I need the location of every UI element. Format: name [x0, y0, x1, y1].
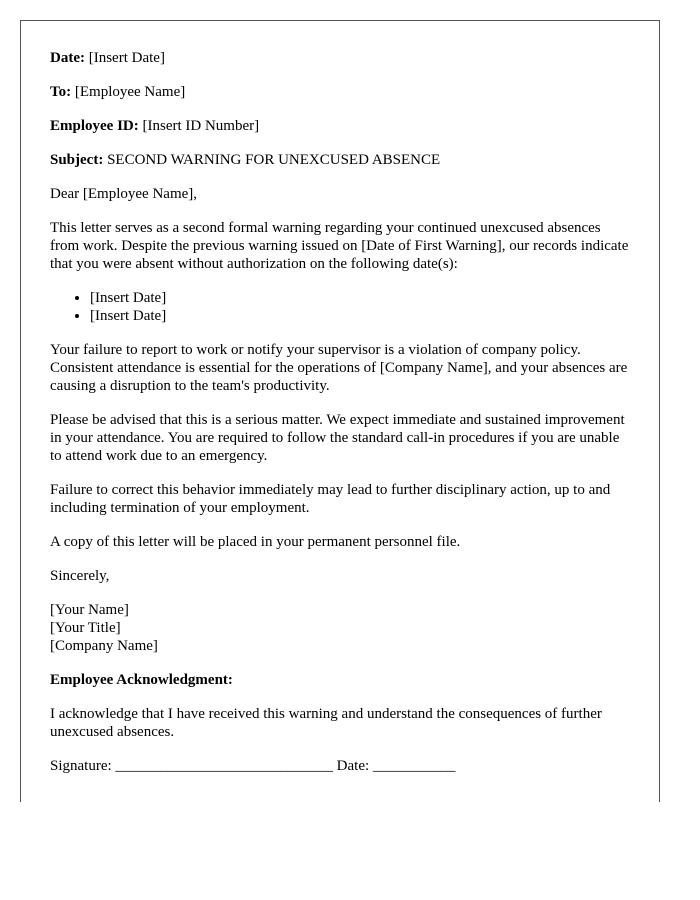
absence-date-item: • [Insert Date]: [90, 289, 630, 307]
date-line: [50, 49, 630, 67]
paragraph-intro: This letter serves as a second formal warning regarding your continued unexcused absences from work. Despite the previous warning issued on [Date of First Warning], our records indicate that you were absent without authorization on the following date(s):: [50, 220, 629, 272]
acknowledgment-statement: I acknowledge that I have received this warning and understand the consequences of further unexcused absences.: [50, 706, 602, 740]
paragraph-policy: Your failure to report to work or notify your supervisor is a violation of company policy. Consistent attendance is essential for the operations of [Company Name], and your absences are causing a disruption to the team's productivity.: [50, 342, 628, 394]
sender-name: [Your Name]: [50, 602, 129, 618]
to-label: To:: [50, 84, 72, 100]
paragraph-serious: Please be advised that this is a serious matter. We expect immediate and sustained improvement in your attendance. You are required to follow the standard call-in procedures if you are unable to attend work due to an emergency.: [50, 412, 625, 464]
absence-date-list: [50, 289, 630, 325]
employee-id-label: Employee ID:: [50, 118, 139, 134]
absence-date-item: • [Insert Date]: [90, 307, 630, 325]
employee-id-line: [50, 117, 630, 135]
subject-value: SECOND WARNING FOR UNEXCUSED ABSENCE: [107, 152, 441, 168]
acknowledgment-heading: Employee Acknowledgment:: [50, 672, 233, 688]
sender-title: [Your Title]: [50, 620, 121, 636]
letter-page: [20, 20, 660, 802]
to-value: [Employee Name]: [74, 84, 186, 100]
date-label: Date:: [50, 50, 85, 66]
salutation: Dear [Employee Name],: [50, 186, 198, 202]
signature-row: [50, 757, 630, 775]
subject-line: [50, 151, 630, 169]
letter-content: [50, 49, 630, 791]
employee-id-value: [Insert ID Number]: [142, 118, 260, 134]
signature-date-line: ___________: [372, 758, 456, 774]
to-line: [50, 83, 630, 101]
sign-off: Sincerely,: [50, 568, 110, 584]
paragraph-consequence: Failure to correct this behavior immediately may lead to further disciplinary action, up to and including termination of your employment.: [50, 482, 611, 516]
sender-company: [Company Name]: [50, 638, 158, 654]
signature-line: _____________________________: [115, 758, 333, 774]
subject-label: Subject:: [50, 152, 104, 168]
date-value: [Insert Date]: [88, 50, 165, 66]
sender-block: [50, 601, 630, 655]
signature-date-label: Date:: [336, 758, 370, 774]
paragraph-file: A copy of this letter will be placed in your permanent personnel file.: [50, 534, 461, 550]
signature-label: Signature:: [50, 758, 112, 774]
